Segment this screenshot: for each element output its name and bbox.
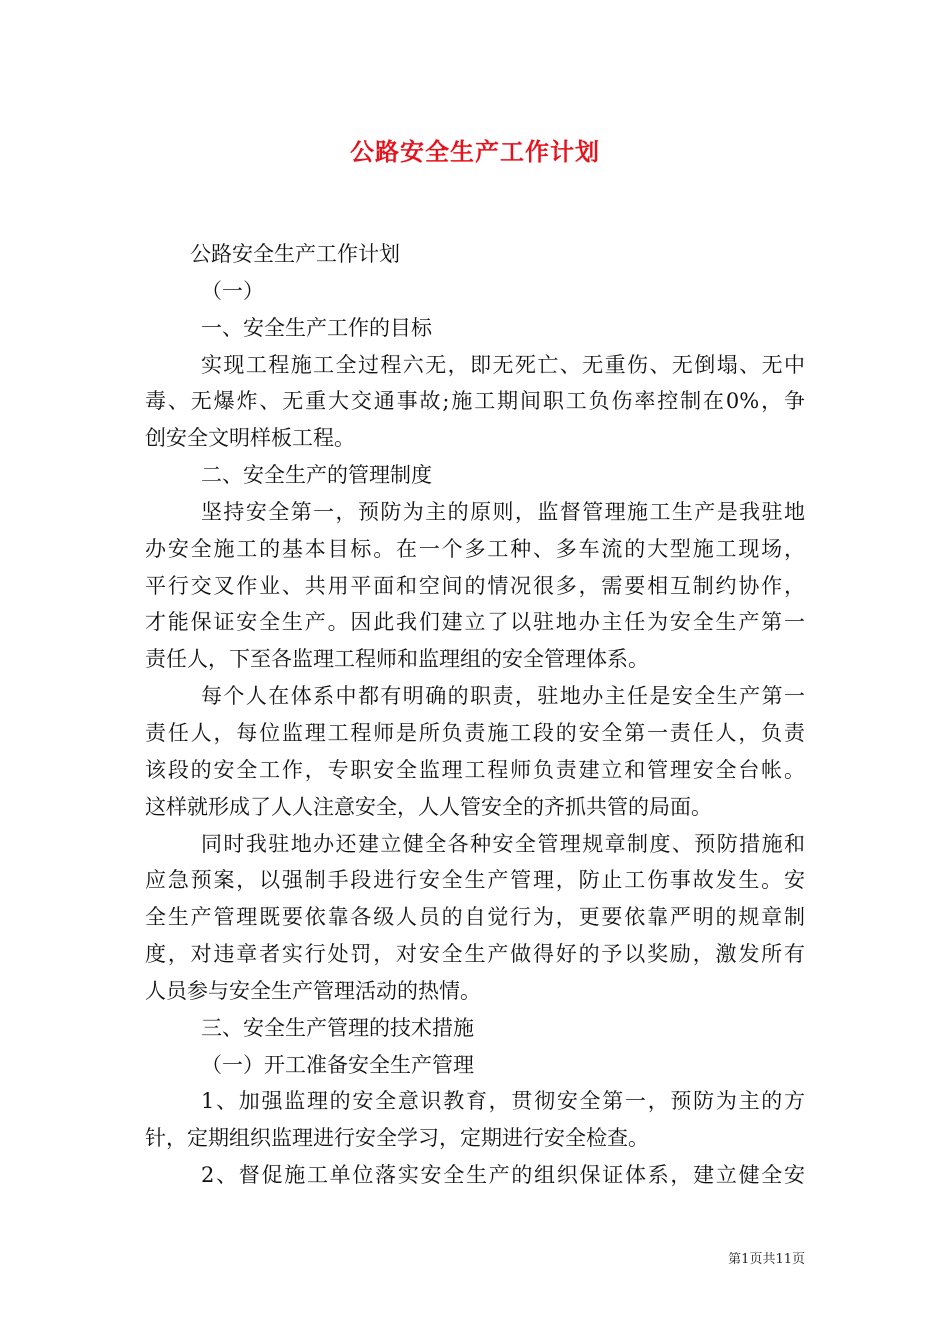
document-title: 公路安全生产工作计划 — [350, 137, 600, 166]
paragraph-line: 全生产管理既要依靠各级人员的自觉行为，更要依靠严明的规章制 — [145, 905, 805, 930]
paragraph-line: 这样就形成了人人注意安全，人人管安全的齐抓共管的局面。 — [145, 794, 712, 819]
paragraph-line: 毒、无爆炸、无重大交通事故;施工期间职工负伤率控制在0%，争 — [145, 389, 805, 414]
paragraph-line: 坚持安全第一，预防为主的原则，监督管理施工生产是我驻地 — [201, 499, 805, 524]
paragraph — [145, 273, 805, 310]
paragraph-line: 该段的安全工作，专职安全监理工程师负责建立和管理安全台帐。 — [145, 757, 805, 782]
paragraph-line: 创安全文明样板工程。 — [145, 426, 355, 451]
paragraph — [145, 678, 805, 825]
paragraph — [145, 1157, 805, 1194]
paragraph-line: 每个人在体系中都有明确的职责，驻地办主任是安全生产第一 — [201, 684, 805, 709]
paragraph-line: 针，定期组织监理进行安全学习，定期进行安全检查。 — [145, 1126, 649, 1151]
paragraph-line: 2、督促施工单位落实安全生产的组织保证体系，建立健全安 — [201, 1163, 805, 1188]
paragraph-line: 公路安全生产工作计划 — [190, 242, 400, 266]
paragraph-line: 二、安全生产的管理制度 — [201, 463, 432, 488]
paragraph-line: 同时我驻地办还建立健全各种安全管理规章制度、预防措施和 — [201, 831, 805, 856]
paragraph-line: 度，对违章者实行处罚，对安全生产做得好的予以奖励，激发所有 — [145, 942, 805, 967]
paragraph — [145, 1083, 805, 1157]
paragraph-line: 应急预案，以强制手段进行安全生产管理，防止工伤事故发生。安 — [145, 868, 805, 893]
paragraph-line: 实现工程施工全过程六无，即无死亡、无重伤、无倒塌、无中 — [201, 352, 805, 377]
paragraph — [145, 236, 805, 273]
paragraph-line: 三、安全生产管理的技术措施 — [201, 1015, 474, 1040]
paragraph-line: 平行交叉作业、共用平面和空间的情况很多，需要相互制约协作， — [145, 573, 805, 598]
paragraph-line: 人员参与安全生产管理活动的热情。 — [145, 978, 481, 1003]
paragraph-line: 办安全施工的基本目标。在一个多工种、多车流的大型施工现场， — [145, 536, 805, 561]
paragraph — [145, 1047, 805, 1084]
paragraph — [145, 347, 805, 458]
paragraph-line: （一） — [201, 278, 264, 303]
paragraph-line: 责任人，下至各监理工程师和监理组的安全管理体系。 — [145, 647, 649, 672]
paragraph-line: （一）开工准备安全生产管理 — [201, 1052, 474, 1077]
paragraph — [145, 1010, 805, 1047]
paragraph — [145, 494, 805, 678]
paragraph-line: 才能保证安全生产。因此我们建立了以驻地办主任为安全生产第一 — [145, 610, 805, 635]
paragraph-line: 责任人，每位监理工程师是所负责施工段的安全第一责任人，负责 — [145, 720, 805, 745]
page-number: 第1页共11页 — [728, 1252, 805, 1267]
paragraph-line: 1、加强监理的安全意识教育，贯彻安全第一，预防为主的方 — [201, 1089, 805, 1114]
paragraph — [145, 310, 805, 347]
document-body — [145, 236, 805, 1194]
paragraph — [145, 457, 805, 494]
paragraph — [145, 826, 805, 1010]
paragraph-line: 一、安全生产工作的目标 — [201, 315, 432, 340]
